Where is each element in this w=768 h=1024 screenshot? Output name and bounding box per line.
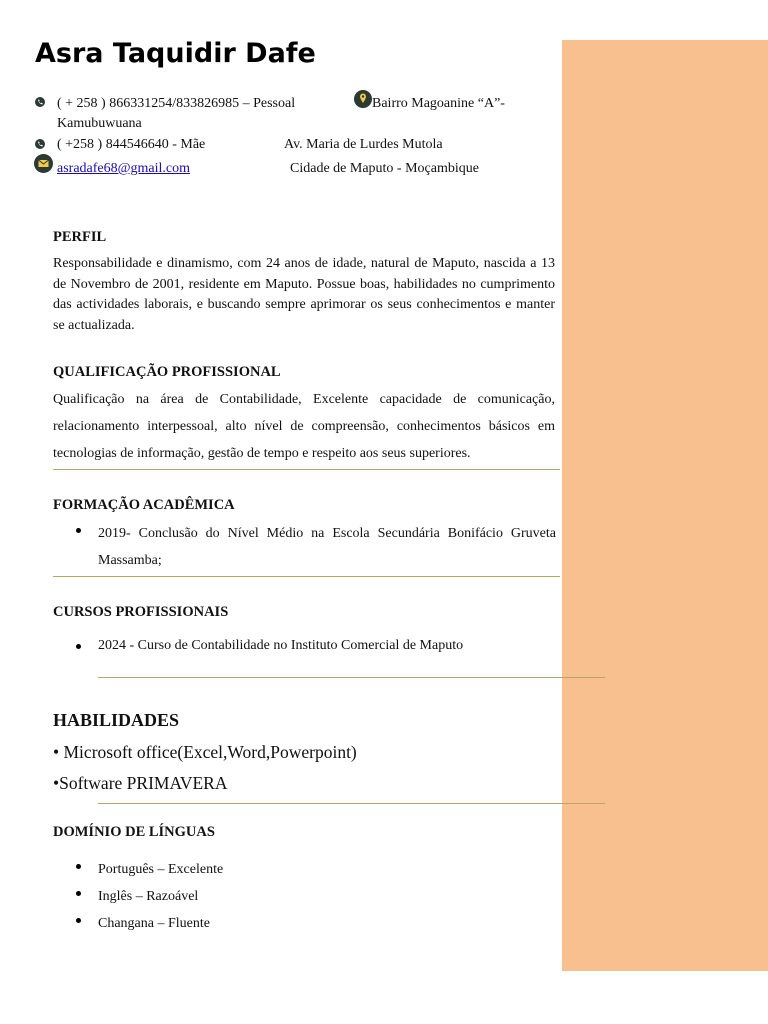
habilidades-heading: HABILIDADES	[53, 710, 180, 730]
cursos-heading: CURSOS PROFISSIONAIS	[53, 604, 229, 620]
list-item: Português – Excelente	[76, 856, 556, 883]
skill-item: • Microsoft office(Excel,Word,Powerpoint)	[53, 742, 357, 762]
skill-item: •Software PRIMAVERA	[53, 773, 228, 793]
email-link[interactable]: asradafe68@gmail.com	[57, 161, 191, 176]
qualificacao-text: Qualificação na área de Contabilidade, Excelente capacidade de comunicação, relacionamento interpessoal, alto nível de compreensão, conhecimentos básicos em tecnologias de informação, gestão de tempo e respeito aos seus superiores.	[53, 392, 555, 461]
person-name: Asra Taquidir Dafe	[35, 38, 316, 69]
formacao-list	[76, 520, 556, 574]
phone-icon	[35, 139, 45, 149]
perfil-heading: PERFIL	[53, 229, 107, 245]
location-pin-icon	[354, 90, 372, 108]
linguas-heading: DOMÍNIO DE LÍNGUAS	[53, 824, 215, 840]
perfil-text: Responsabilidade e dinamismo, com 24 anos de idade, natural de Maputo, nascida a 13 de Novembro de 2001, residente em Maputo. Possue boas, habilidades no cumprimento das actividades laborais, e buscando sempre aprimorar os seus conhecimentos e manter se actualizada.	[53, 256, 555, 333]
sidebar-panel	[562, 40, 768, 971]
list-item: 2019- Conclusão do Nível Médio na Escola Secundária Bonifácio Gruveta Massamba;	[76, 520, 556, 574]
phone-personal: ( + 258 ) 866331254/833826985 – Pessoal	[57, 96, 296, 111]
section-divider	[98, 677, 605, 678]
linguas-list	[76, 856, 556, 937]
section-divider	[53, 576, 560, 577]
list-item: Changana – Fluente	[76, 910, 556, 937]
address-line-2: Kamubuwuana	[57, 116, 142, 131]
address-line-4: Cidade de Maputo - Moçambique	[290, 161, 479, 176]
qualificacao-heading: QUALIFICAÇÃO PROFISSIONAL	[53, 364, 281, 380]
phone-mother: ( +258 ) 844546640 - Mãe	[57, 137, 206, 152]
section-divider	[53, 469, 560, 470]
address-line-3: Av. Maria de Lurdes Mutola	[284, 137, 443, 152]
section-divider	[98, 803, 605, 804]
list-item: 2024 - Curso de Contabilidade no Instituto Comercial de Maputo	[76, 636, 556, 655]
cursos-list	[76, 636, 556, 655]
list-item: Inglês – Razoável	[76, 883, 556, 910]
address-line-1: Bairro Magoanine “A”-	[372, 96, 505, 111]
formacao-heading: FORMAÇÃO ACADÊMICA	[53, 497, 235, 513]
phone-icon	[35, 97, 45, 107]
email-icon	[34, 154, 53, 173]
